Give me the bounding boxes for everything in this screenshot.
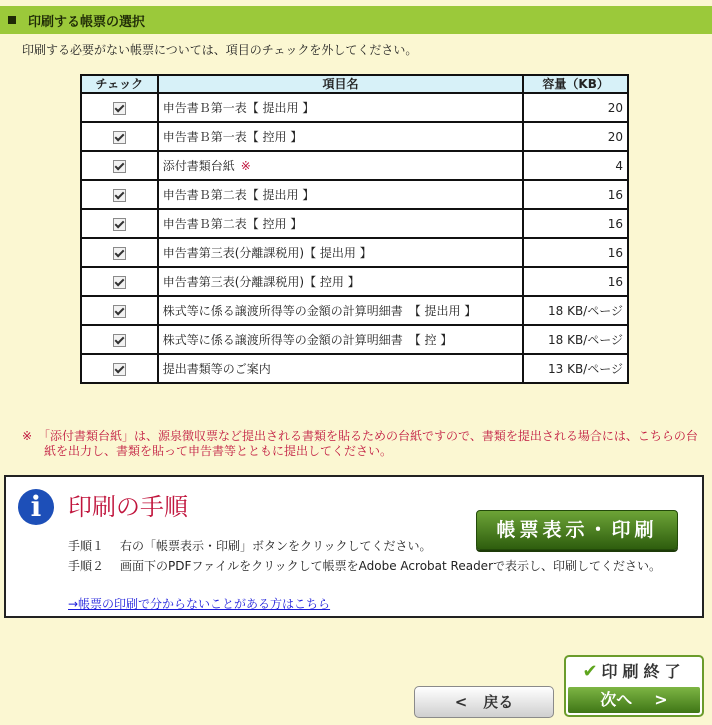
back-label: 戻る [483,693,514,711]
chevron-right-icon: > [654,690,668,709]
row-size: 16 [523,267,628,296]
table-row [81,325,628,354]
step-label: 手順２ [68,559,105,573]
print-display-button[interactable]: 帳票表示・印刷 [476,510,678,550]
row-size: 16 [523,209,628,238]
table-row [81,180,628,209]
section-title: 印刷する帳票の選択 [28,14,146,30]
intro-text: 印刷する必要がない帳票については、項目のチェックを外してください。 [22,43,418,57]
row-checkbox[interactable] [113,247,126,260]
step-2 [68,559,678,574]
row-name: 申告書Ｂ第二表【 提出用 】 [162,188,315,202]
row-checkbox[interactable] [113,218,126,231]
info-icon: i [18,489,54,525]
row-checkbox[interactable] [113,160,126,173]
check-icon: ✔ [582,661,598,682]
row-size: 4 [523,151,628,180]
table-row [81,354,628,383]
table-row [81,209,628,238]
table-row [81,151,628,180]
row-checkbox[interactable] [113,276,126,289]
row-name: 申告書第三表(分離課税用)【 控用 】 [162,275,360,289]
back-button[interactable] [414,686,554,718]
row-size: 13 KB/ページ [523,354,628,383]
finish-label: 印刷終了 [601,662,686,681]
row-size: 20 [523,93,628,122]
chevron-left-icon: < [454,693,468,711]
table-row [81,93,628,122]
print-guide-panel [4,475,704,618]
row-name: 提出書類等のご案内 [162,362,271,376]
forms-table [80,74,629,384]
row-checkbox[interactable] [113,131,126,144]
finish-print-button[interactable] [564,655,704,717]
row-checkbox[interactable] [113,189,126,202]
section-header [0,6,712,34]
attachment-note: ※ 「添付書類台紙」は、源泉徴収票など提出される書類を貼るための台紙ですので、書類を提出される場合には、こちらの台紙を出力し、書類を貼って申告書等とともに提出してください。 [22,429,698,458]
step-text: 右の「帳票表示・印刷」ボタンをクリックしてください。 [120,539,432,553]
header-size: 容量（KB） [523,75,628,93]
table-row [81,238,628,267]
row-size: 16 [523,238,628,267]
row-size: 20 [523,122,628,151]
square-bullet-icon [8,16,16,24]
row-size: 18 KB/ページ [523,325,628,354]
row-name: 株式等に係る譲渡所得等の金額の計算明細書 【 提出用 】 [162,304,477,318]
row-name: 申告書Ｂ第一表【 提出用 】 [162,101,315,115]
guide-title: 印刷の手順 [68,493,188,521]
row-mark: ※ [240,159,251,173]
table-row [81,267,628,296]
table-header-row [81,75,628,93]
table-row [81,122,628,151]
row-name: 申告書第三表(分離課税用)【 提出用 】 [162,246,372,260]
row-checkbox[interactable] [113,363,126,376]
header-check: チェック [81,75,158,93]
row-name: 株式等に係る譲渡所得等の金額の計算明細書 【 控 】 [162,333,453,347]
step-1 [68,539,432,554]
next-label: 次へ [600,690,633,709]
row-size: 16 [523,180,628,209]
step-label: 手順１ [68,539,105,553]
row-checkbox[interactable] [113,334,126,347]
row-checkbox[interactable] [113,305,126,318]
row-checkbox[interactable] [113,102,126,115]
header-name: 項目名 [158,75,524,93]
table-row [81,296,628,325]
step-text: 画面下のPDFファイルをクリックして帳票をAdobe Acrobat Readerで表示し、印刷してください。 [120,559,661,573]
row-name: 申告書Ｂ第一表【 控用 】 [162,130,303,144]
row-name: 添付書類台紙 [162,159,235,173]
row-name: 申告書Ｂ第二表【 控用 】 [162,217,303,231]
next-button[interactable] [568,687,700,713]
help-link[interactable]: →帳票の印刷で分からないことがある方はこちら [68,597,331,611]
row-size: 18 KB/ページ [523,296,628,325]
